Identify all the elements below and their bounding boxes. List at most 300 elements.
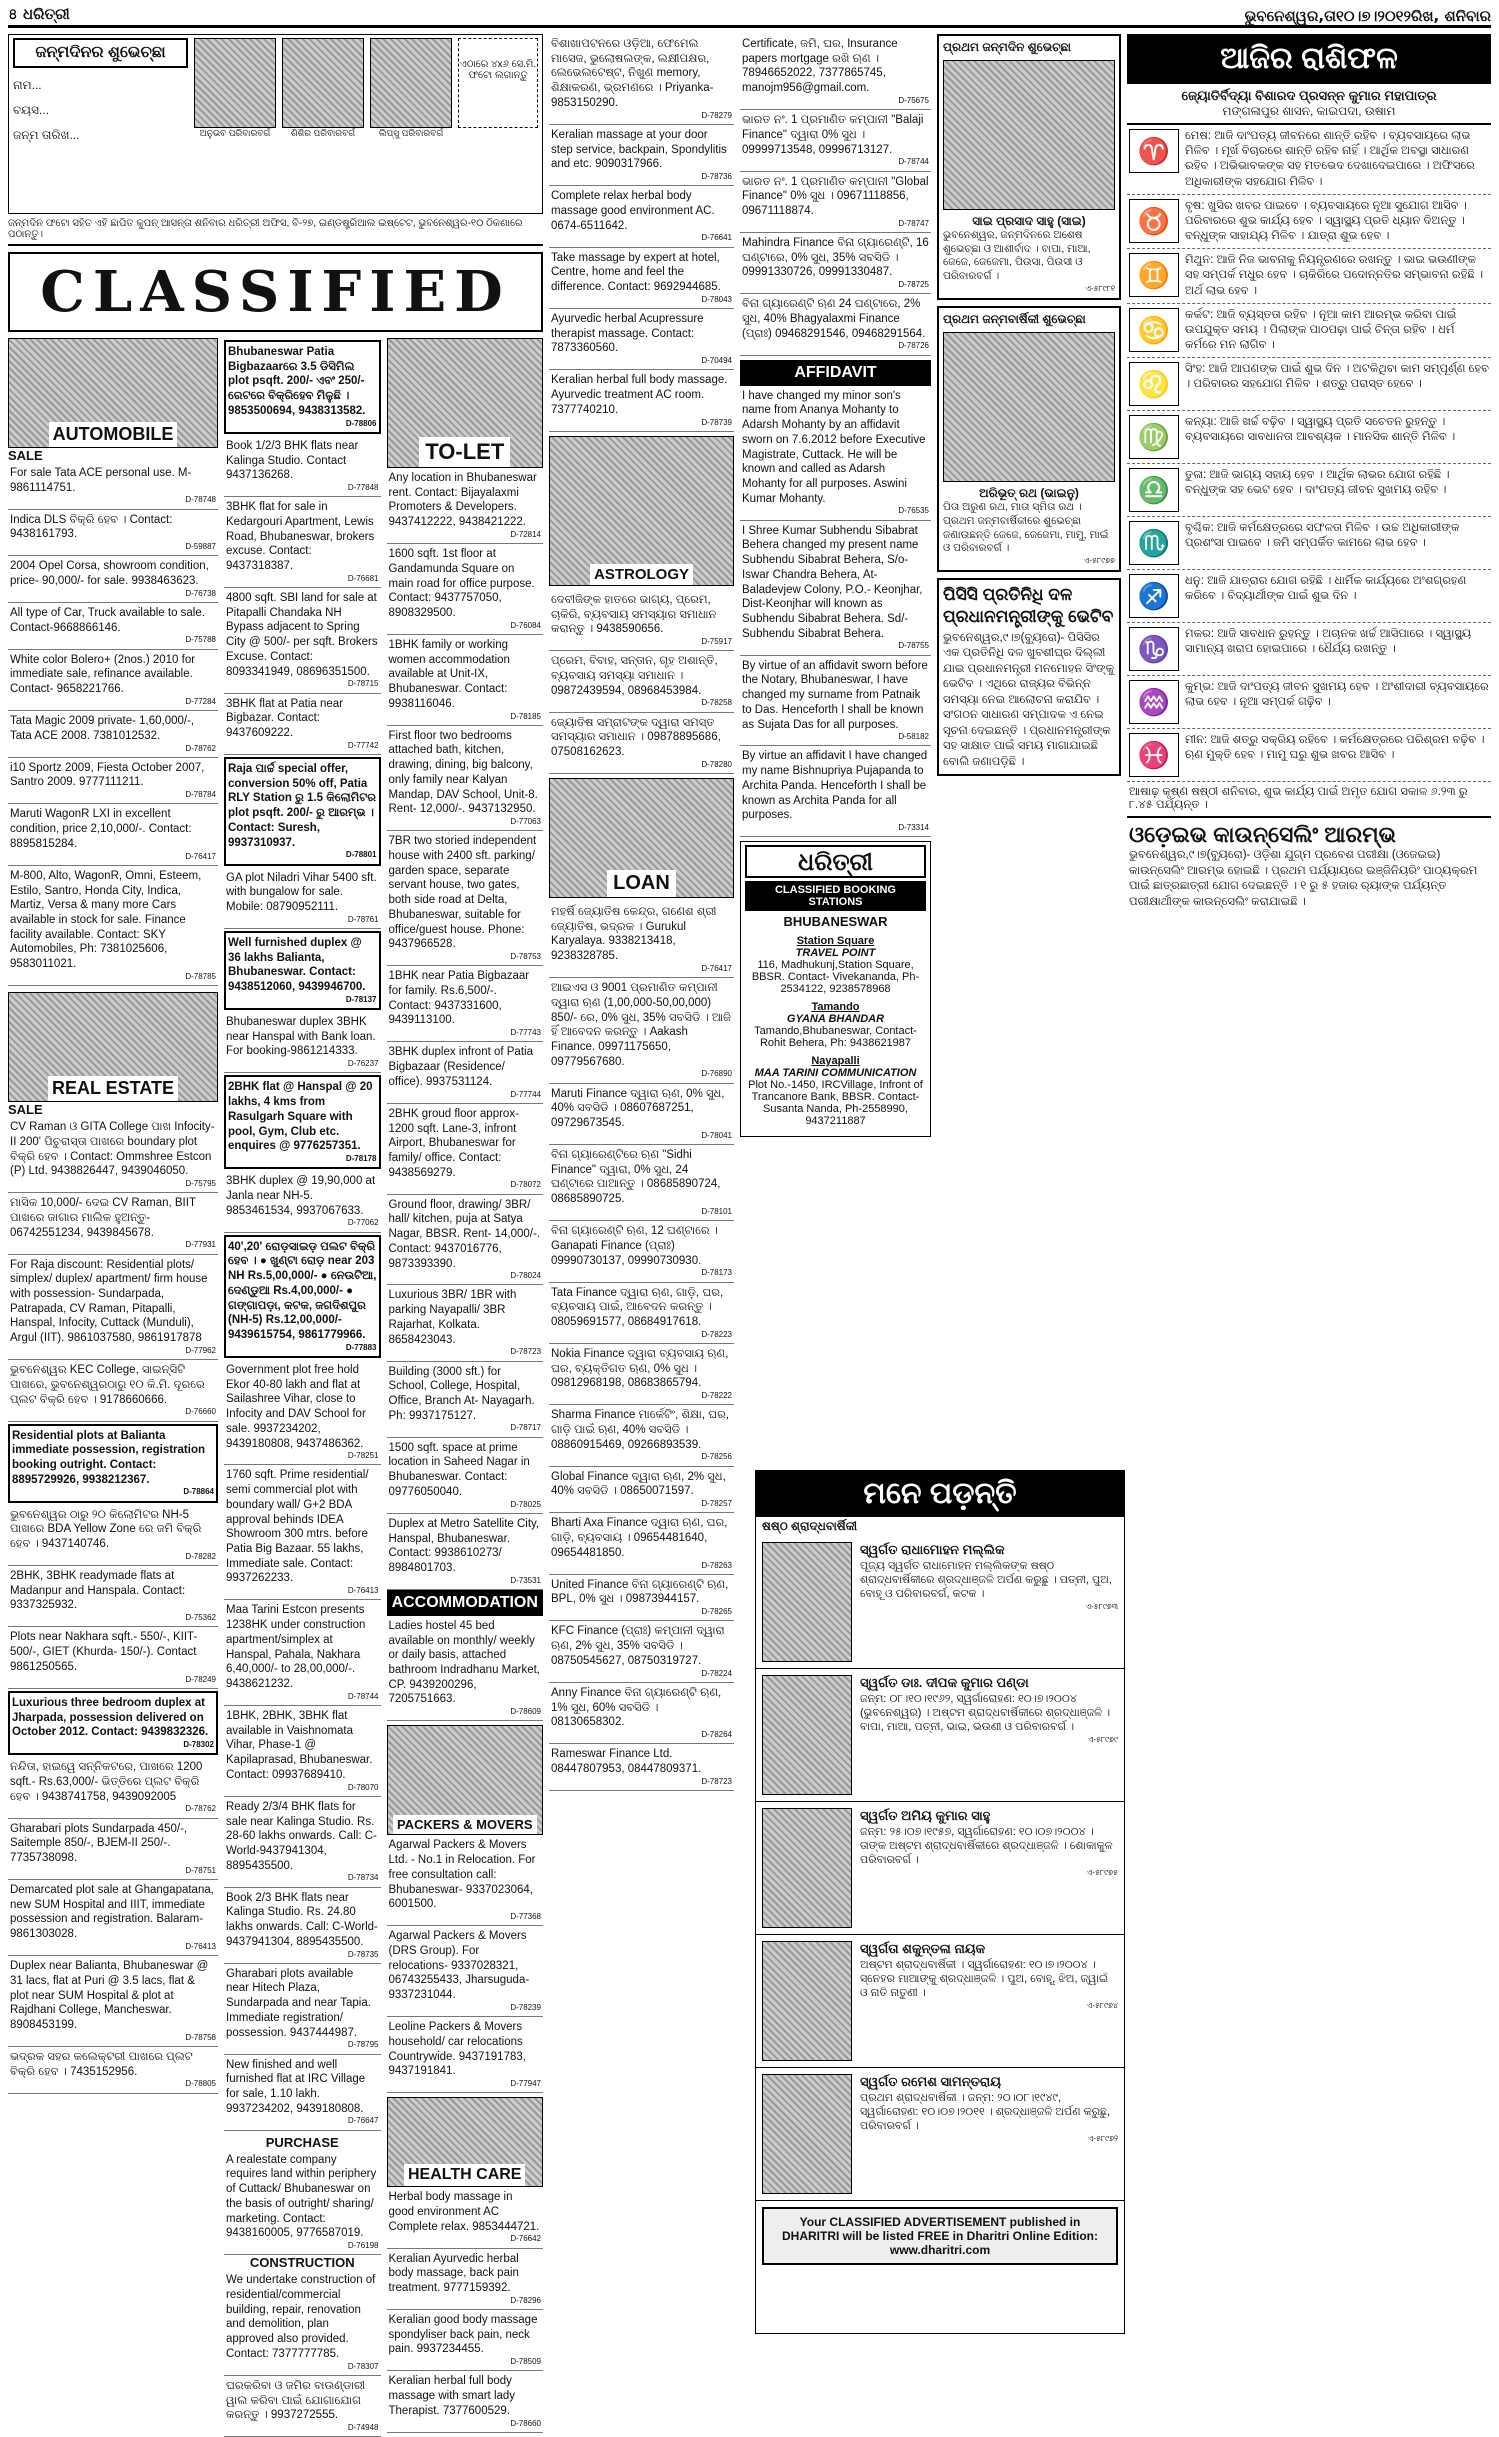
automobile-ad xyxy=(8,866,218,986)
finance-ad xyxy=(549,1283,734,1344)
ad-code: D-78101 xyxy=(701,1206,732,1216)
packers-ad xyxy=(387,1835,544,1926)
health-ad-list xyxy=(387,2187,544,2433)
zodiac-text: କର୍କଟ: ଆଜି ବ୍ୟସ୍ତତା ରହିବ । ନୂଆ କାମ ଆରମ୍ଭ କରିବା ପାଇଁ ଉପଯୁକ୍ତ ସମୟ । ପିଲାଙ୍କ ପାଠପଢ଼ା ପାଇଁ ଚିନ୍ତା ରହିବ । ଧର୍ମ କର୍ମରେ ମନ ଲାଗିବ । xyxy=(1185,308,1457,352)
station-name: MAA TARINI COMMUNICATION xyxy=(754,1067,917,1080)
affidavit-ad xyxy=(740,521,931,656)
memorial-entry xyxy=(756,2068,1124,2201)
news-story-2 xyxy=(1127,818,1491,914)
astrology-ad xyxy=(549,713,734,774)
massage-ad xyxy=(549,248,734,309)
portrait-photo xyxy=(762,1808,852,1928)
accommodation-heading: ACCOMMODATION xyxy=(387,1590,544,1616)
memorial-text: ଅଷ୍ଟମ ଶ୍ରାଦ୍ଧବାର୍ଷିକୀ । ସ୍ୱର୍ଗାରୋହଣ: ୧୦।୭।୨୦୦୪ । ସ୍ନେହର ମାଆଙ୍କୁ ଶ୍ରଦ୍ଧାଞ୍ଜଳି । ପୁଅ, ବୋହୂ, ଝିଅ, ଜ୍ୱାଇଁ ଓ ନାତି ନାତୁଣୀ । xyxy=(860,1958,1109,2000)
ad-text: 1BHK near Patia Bigbazaar for family. Rs.6,500/-. Contact: 9437331600, 9439113100. xyxy=(388,970,530,1027)
booking-stations-box xyxy=(740,841,931,1137)
ad-code: D-78744 xyxy=(347,1691,379,1701)
real-estate-ad xyxy=(8,1757,218,1818)
to-let-ad xyxy=(387,635,544,726)
health-care-image xyxy=(387,2097,544,2187)
property-ad xyxy=(224,1706,381,1797)
astrology-image xyxy=(549,436,734,586)
ad-text: ବିନା ଗ୍ୟାରେଣ୍ଟିରେ ଋଣ "Sidhi Finance" ଦ୍ୱାରା, 0% ସୁଧ, 24 ଘଣ୍ଟାରେ ପାଆନ୍ତୁ । 08685890724, 08685890725. xyxy=(551,1149,721,1206)
age-label: ବୟସ... xyxy=(13,103,49,117)
ad-code: D-78070 xyxy=(347,1782,379,1792)
ad-text: ବିଶାଖାପଟନରେ ଓଡ଼ିଆ, ଫେମେଲ ମାସେଜ, ଭୁଲୋଷଲଙ୍କ, ଲକ୍ଷୀପକ୍ଷର, ଲେଭେଲଟେଷ୍ଟ, ନିଖୁଣ memory, ଶିକ୍ଷାକରଣ, ଭ୍ରମଣରେ । Priyanka- 9853150290. xyxy=(551,38,714,109)
ad-code: D-76084 xyxy=(510,620,541,630)
ad-code: D-78173 xyxy=(701,1268,732,1278)
ad-text: Certificate, ଜମି, ଘର, Insurance papers mortgage ରଖି ଋଣ । 78946652022, 7377865745, manojm956@gmail.com. xyxy=(742,38,898,95)
panji-note: ଆଷାଢ଼ କୃଷ୍ଣ ଷଷ୍ଠୀ ଶନିବାର, ଶୁଭ କାର୍ଯ୍ୟ ପାଇଁ ଅମୃତ ଯୋଗ ସକାଳ ୬.୨୩ ରୁ ୮.୪୫ ପର୍ଯ୍ୟନ୍ତ । xyxy=(1127,782,1491,818)
ad-code: D-78747 xyxy=(898,218,929,228)
zodiac-text: ସିଂହ: ଆଜି ଆପଣଙ୍କ ପାଇଁ ଶୁଭ ଦିନ । ଅଟକିଥିବା କାମ ସମ୍ପୂର୍ଣ୍ଣ ହେବ । ପରିବାରର ସହଯୋଗ ମିଳିବ । ଶତ୍ରୁ ପରାସ୍ତ ହେବେ । xyxy=(1185,363,1489,391)
ad-text: Plots near Nakhara sqft.- 550/-, KIIT-500/-, GIET (Khurda- 150/-). Contact 9861250565. xyxy=(10,1631,198,1673)
finance-ad xyxy=(740,172,931,233)
zodiac-text: ମୀନ: ଆଜି ଶତ୍ରୁ ସକ୍ରିୟ ରହିବେ । କର୍ମକ୍ଷେତ୍ରରେ ପରିଶ୍ରମ ବଢ଼ିବ । ଋଣ ମୁକ୍ତି ହେବ । ମାମୁ ଘରୁ ଶୁଭ ଖବର ଆସିବ । xyxy=(1185,734,1485,762)
greeting-title: ପ୍ରଥମ ଜନ୍ମଦିନ ଶୁଭେଚ୍ଛା xyxy=(943,40,1072,54)
ad-code: D-78509 xyxy=(510,2357,541,2367)
child-photo xyxy=(194,38,276,128)
ad-code: D-78801 xyxy=(345,850,377,860)
ad-code: D-77848 xyxy=(347,482,379,492)
automobile-ad xyxy=(8,758,218,805)
ad-text: Take massage by expert at hotel, Centre, home and feel the difference. Contact: 9692944685. xyxy=(551,251,721,294)
ad-text: By virtue of an affidavit sworn before the Notary, Bhubaneswar, I have changed my surname from Patnaik to Das. Henceforth I shall be known as Sujata Das for all purposes. xyxy=(742,659,928,731)
ad-code: D-78806 xyxy=(345,418,377,428)
real-estate-ad xyxy=(8,1255,218,1361)
ad-code: D-78739 xyxy=(701,417,732,427)
ad-code: D-76535 xyxy=(898,506,929,516)
ad-text: Keralian herbal full body massage with smart lady Therapist. 7377600529. xyxy=(388,2375,516,2417)
station-list xyxy=(745,935,926,1127)
ad-text: I have changed my minor son's name from Ananya Mohanty to Adarsh Mohanty by an affidavit sworn on 7.6.2012 before Executive Magistrate, Cuttack. He will be known and called as Adarsh Mohanty for all purposes. Aswini Kumar Mohanty. xyxy=(742,389,926,505)
column-classified-left xyxy=(8,34,543,2432)
ad-text: Ayurvedic herbal Acupressure therapist massage. Contact: 7873360560. xyxy=(551,313,704,355)
ad-code: D-78257 xyxy=(701,1499,732,1509)
ad-text: Luxurious 3BR/ 1BR with parking Nayapalli/ 3BR Rajarhat, Kolkata. 8658423043. xyxy=(388,1289,517,1346)
child-photo xyxy=(282,38,364,128)
ad-code: D-77883 xyxy=(345,1342,377,1352)
ad-code: D-70494 xyxy=(701,356,732,366)
affidavit-heading: AFFIDAVIT xyxy=(740,360,931,386)
ad-text: ଭଦ୍ରକ ସହର କଲେକ୍ଟରୀ ପାଖରେ ପ୍ଲଟ ବିକ୍ରି ହେବ । 7435152956. xyxy=(10,2050,193,2078)
ad-code: D-78748 xyxy=(185,495,216,505)
ad-text: Maruti Finance ଦ୍ୱାରା ଋଣ, 0% ସୁଧ, 40% ସବସିଡି । 08607687251, 09729673545. xyxy=(551,1087,725,1130)
station-area: Tamando xyxy=(811,1001,860,1014)
station-address: 116, Madhukunj,Station Square, BBSR. Contact- Vivekananda, Ph-2534122, 9238578968 xyxy=(751,959,920,996)
finance-ad xyxy=(549,1084,734,1145)
ad-text: Gharabari plots Sundarpada 450/-, Saitemple 850/-, BJEM-II 250/-. 7735738098. xyxy=(10,1822,188,1865)
real-estate-ad xyxy=(8,1193,218,1254)
ad-text: Mahindra Finance ବିନା ଗ୍ୟାରେଣ୍ଟି, 16 ଘଣ୍ଟାରେ, 0% ସୁଧ, 35% ସବସିଡି । 09991330726, 09991330487. xyxy=(742,236,929,279)
ad-code: D-78137 xyxy=(345,994,377,1004)
ad-code: D-76738 xyxy=(185,588,216,598)
ad-text: 2BHK groud floor approx- 1200 sqft. Lane-3, infront Airport, Bhubaneswar for family/ office. Contact: 9438569279. xyxy=(388,1107,519,1179)
ad-code: D-75788 xyxy=(185,635,216,645)
ad-code: D-76413 xyxy=(347,1586,379,1596)
packers-ad xyxy=(387,2017,544,2093)
ad-text: ଜ୍ୟୋତିଷ ସମ୍ରାଟଙ୍କ ଦ୍ୱାରା ସମସ୍ତ ସମସ୍ୟାର ସମାଧାନ । 09878895686, 07508162623. xyxy=(551,716,721,758)
affidavit-ad xyxy=(740,386,931,521)
massage-ad-list xyxy=(549,34,734,432)
ad-text: 4800 sqft. SBI land for sale at Pitapalli Chandaka NH Bypass adjacent to Spring City @ 500/- per sqft. Brokers Excuse. Contact: 8093341949, 08696351500. xyxy=(226,592,378,678)
zodiac-entry xyxy=(1127,729,1491,782)
ad-code: D-78723 xyxy=(701,1776,732,1786)
birthday-coupon xyxy=(8,34,543,214)
property-ad xyxy=(224,694,381,755)
zodiac-icon: ♋ xyxy=(1129,308,1179,352)
zodiac-icon: ♌ xyxy=(1129,362,1179,406)
zodiac-text: ମେଷ: ଆଜି ଦାଂପତ୍ୟ ଜୀବନରେ ଶାନ୍ତି ରହିବ । ବ୍ୟବସାୟରେ ଲାଭ ମିଳିବ । ମୂର୍ଖ ବିଚାରରେ ଶାନ୍ତି ରହିବ ନାହିଁ । ଆର୍ଥିକ ଅବସ୍ଥା ସାଧାରଣ ରହିବ । ଅଭିଭାବକଙ୍କ ସହ ମତଭେଦ ଦେଖାଦେଇପାରେ । ଅଫିସରେ ଅଧିକାରୀଙ୍କ ସହଯୋଗ ମିଳିବ । xyxy=(1185,130,1475,188)
rashifal-place: ମଙ୍ଗଳାପୁର ଶାସନ, କାଇପଦା, ଉଷାମ xyxy=(1127,104,1491,125)
real-estate-ad xyxy=(8,1956,218,2047)
property-ad xyxy=(224,1075,381,1169)
ad-text: Tata Finance ଦ୍ୱାରା ଋଣ, ଗାଡ଼ି, ଘର, ବ୍ୟବସାୟ ପାଇଁ, ଆବେଦନ କରନ୍ତୁ । 08059691577, 08684917618. xyxy=(551,1286,724,1328)
real-estate-ad xyxy=(8,1691,218,1755)
ad-code: ଏ-୫୮୯୭୩ xyxy=(1085,1601,1118,1611)
ad-text: ଆଇଏସ ଓ 9001 ପ୍ରମାଣିତ କମ୍ପାନୀ ଦ୍ୱାରା ଋଣ (1,00,000-50,00,000) 850/- ରେ, 0% ସୁଧ, 35% ସବସିଡି । ଆଜି ହିଁ ଆବେଦନ କରନ୍ତୁ । Aakash Finance. 09971175650, 09779567680. xyxy=(551,982,731,1068)
finance-ad xyxy=(740,34,931,110)
automobile-ad-list xyxy=(8,463,218,986)
accommodation-ad: Ladies hostel 45 bed available on monthly/ weekly or daily basis, attached bathroom Indradhanu Market, CP. 9439200296, 7205751663. D-78609 xyxy=(387,1616,544,1722)
greeting-list xyxy=(937,34,1121,572)
real-estate-ad xyxy=(8,1117,218,1193)
property-ad xyxy=(224,588,381,694)
ad-code: D-78264 xyxy=(701,1729,732,1739)
property-ad xyxy=(224,436,381,497)
rashifal-title: ଆଜିର ରାଶିଫଳ xyxy=(1127,34,1491,84)
ad-text: For sale Tata ACE personal use. M- 9861114751. xyxy=(10,467,192,494)
ad-text: All type of Car, Truck available to sale. Contact-9668866146. xyxy=(10,607,205,634)
to-let-ad xyxy=(387,966,544,1042)
ad-code: D-76681 xyxy=(347,573,379,583)
to-let-ad xyxy=(387,1438,544,1514)
ad-code: D-72814 xyxy=(510,529,541,539)
ad-code: D-78224 xyxy=(701,1668,732,1678)
automobile-ad xyxy=(8,804,218,865)
automobile-ad xyxy=(8,556,218,603)
ad-text: United Finance ବିନା ଗ୍ୟାରେଣ୍ଟି ଋଣ, BPL, 0% ସୁଧ । 09873944157. xyxy=(551,1578,729,1606)
to-let-ad xyxy=(387,544,544,635)
affidavit-list xyxy=(740,386,931,838)
zodiac-text: ମିଥୁନ: ଆଜି ନିଜ ଭାବନାକୁ ନିୟନ୍ତ୍ରଣରେ ରଖନ୍ତୁ । ଭାଇ ଭଉଣୀଙ୍କ ସହ ସମ୍ପର୍କ ମଧୁର ହେବ । ଚାକିରିରେ ପଦୋନ୍ନତିର ସମ୍ଭାବନା ରହିଛି । ଅର୍ଥ ଲାଭ ହେବ । xyxy=(1185,254,1484,297)
station-name: GYANA BHANDAR xyxy=(786,1013,885,1026)
ad-text: Ground floor, drawing/ 3BR/ hall/ kitchen, puja at Satya Nagar, BBSR. Rent- 14,000/-. Contact: 9437016776, 9873393390. xyxy=(388,1198,540,1270)
greeting-card xyxy=(937,34,1121,300)
ad-text: Bhubaneswar duplex 3BHK near Hanspal with Bank loan. For booking-9861214333. xyxy=(226,1016,376,1058)
ad-text: Luxurious three bedroom duplex at Jharpada, possession delivered on October 2012. Contact: 9439832326. xyxy=(12,1696,209,1739)
zodiac-entry xyxy=(1127,195,1491,250)
real-estate-ad xyxy=(8,1627,218,1688)
ad-code: D-59887 xyxy=(185,542,216,552)
ad-code: D-78263 xyxy=(701,1560,732,1570)
ad-code: D-78043 xyxy=(701,294,732,304)
ad-text: Anny Finance ବିନା ଗ୍ୟାରେଣ୍ଟି ଋଣ, 1% ସୁଧ, 60% ସବସିଡି । 08130658302. xyxy=(551,1686,722,1729)
ad-code: D-78736 xyxy=(701,171,732,181)
zodiac-icon: ♏ xyxy=(1129,521,1179,565)
ad-code: D-75795 xyxy=(185,1178,216,1188)
ad-text: Any location in Bhubaneswar rent. Contact: Bijayalaxmi Promoters & Developers. 9437412222, 9438421222. xyxy=(388,472,537,529)
ad-text: Ready 2/3/4 BHK flats for sale near Kalinga Studio. Rs. 28-60 lakhs onwards. Call: C-World-9437941304, 8895435500. xyxy=(226,1800,377,1872)
ad-text: 3BHK flat at Patia near Bigbazar. Contact: 9437609222. xyxy=(226,697,343,740)
ad-code: D-78222 xyxy=(701,1391,732,1401)
health-ad xyxy=(387,2249,544,2310)
ad-code: D-78755 xyxy=(898,641,929,651)
ad-code: D-78725 xyxy=(898,280,929,290)
property-ad xyxy=(224,757,381,866)
purchase-ad: A realestate company requires land within periphery of Cuttack/ Bhubaneswar on the basis of outright/ sharing/ marketing. Contact: 9438160005, 9776587019. D-76198 xyxy=(224,2150,381,2256)
to-let-ad-list xyxy=(387,468,544,1590)
ad-code: ଏ-୫୮୯୭୭ xyxy=(1083,555,1115,565)
memorial-name: ସ୍ୱର୍ଗତ ଅମିୟ କୁମାର ସାହୁ xyxy=(860,1808,991,1823)
ad-code: D-78185 xyxy=(510,711,541,721)
memorial-entry xyxy=(756,1536,1124,1669)
ad-code: D-78265 xyxy=(701,1607,732,1617)
zodiac-list xyxy=(1127,125,1491,782)
real-estate-ad xyxy=(8,2047,218,2094)
sale-heading: SALE xyxy=(8,1102,43,1118)
ad-text: Indica DLS ବିକ୍ରି ହେବ । Contact: 9438161793. xyxy=(10,513,173,541)
news-story-1 xyxy=(937,578,1121,776)
to-let-heading: TO-LET xyxy=(419,437,510,467)
real-estate-ad xyxy=(8,1360,218,1421)
automobile-image xyxy=(8,338,218,448)
ad-code: ଏ-୫୮୯୭୯ xyxy=(1087,1734,1118,1744)
ad-code: D-78223 xyxy=(701,1329,732,1339)
ad-code: D-76642 xyxy=(510,2234,541,2244)
zodiac-icon: ♊ xyxy=(1129,253,1179,297)
finance-ad xyxy=(549,978,734,1084)
health-ad xyxy=(387,2371,544,2432)
ad-code: D-78251 xyxy=(347,1451,379,1461)
ad-text: Keralian Ayurvedic herbal body massage, back pain treatment. 9777159392. xyxy=(388,2252,519,2295)
portrait-photo xyxy=(762,2074,852,2194)
ad-text: 2BHK, 3BHK readymade flats at Madanpur and Hanspala. Contact: 9337325932. xyxy=(10,1570,186,1612)
ad-text: Demarcated plot sale at Ghangapatana, new SUM Hospital and IIIT, immediate possession and registration. Balaram- 9861303028. xyxy=(10,1883,214,1941)
loan-image xyxy=(549,778,734,898)
memorial-entry xyxy=(756,1669,1124,1802)
zodiac-entry xyxy=(1127,249,1491,304)
ad-code: D-78296 xyxy=(510,2295,541,2305)
zodiac-icon: ♍ xyxy=(1129,415,1179,459)
to-let-ad xyxy=(387,726,544,832)
finance-ad xyxy=(549,1145,734,1221)
ad-code: D-77368 xyxy=(510,1912,541,1922)
loan-heading: LOAN xyxy=(607,870,676,897)
ad-code: D-78795 xyxy=(347,2040,379,2050)
affidavit-ad xyxy=(740,656,931,747)
ad-code: D-76417 xyxy=(185,851,216,861)
ad-code: D-78726 xyxy=(898,341,929,351)
real-estate-ad xyxy=(8,1424,218,1503)
property-ad xyxy=(224,1964,381,2055)
to-let-ad xyxy=(387,1514,544,1590)
ad-text: Maruti WagonR LXI in excellent condition, price 2,10,000/-. Contact: 8895815284. xyxy=(10,808,192,850)
ad-code: D-78744 xyxy=(898,157,929,167)
news-body: ଭୁବନେଶ୍ୱର,୯।୭(ବ୍ୟୁରୋ)- ଓଡ଼ିଶା ଯୁଗ୍ମ ପ୍ରବେଶ ପରୀକ୍ଷା (ଓଜେଇଇ) କାଉନ୍ସେଲିଂ ଆରମ୍ଭ ହୋଇଛି । ପ୍ରଥମ ପର୍ଯ୍ୟାୟରେ ଇଞ୍ଜିନିୟରିଂ ପାଠ୍ୟକ୍ରମ ପାଇଁ ଛାତ୍ରଛାତ୍ରୀ ଯୋଗ ଦେଇଛନ୍ତି । ୧ ରୁ ୫ ହଜାର ର‌୍ୟାଙ୍କ ପର୍ଯ୍ୟନ୍ତ ପରୀକ୍ଷାର୍ଥୀଙ୍କ କାଉନ୍ସେଲିଂ କରାଯାଇଛି । xyxy=(1129,849,1478,908)
ad-text: ପ୍ରେମ, ବିବାହ, ସନ୍ତାନ, ଗୃହ ଅଶାନ୍ତି, ବ୍ୟବସାୟ ସମସ୍ୟା ସମାଧାନ । 09872439594, 08968453984. xyxy=(551,655,718,697)
memorial-name: ସ୍ୱର୍ଗତ ରାଧାମୋହନ ମଲ୍ଲିକ xyxy=(860,1542,1005,1557)
ad-code: D-78762 xyxy=(185,1804,216,1814)
ad-text: Book 1/2/3 BHK flats near Kalinga Studio. Contact 9437136268. xyxy=(226,439,359,482)
zodiac-entry xyxy=(1127,623,1491,676)
portrait-photo xyxy=(762,1542,852,1662)
astrology-ad xyxy=(549,651,734,712)
greeting-text: ପିତା ଅରୁଣ ରଥ, ମାତା ସ୍ମିତା ରଥ । ପ୍ରଥମ ଜନ୍ମବାର୍ଷିକୀରେ ଶୁଭେଚ୍ଛା ଜଣାଉଛନ୍ତି ଜେଜେ, ଜେଜେମା, ମାମୁ, ମାଇଁ ଓ ପରିବାରବର୍ଗ । xyxy=(943,501,1109,555)
massage-ad xyxy=(549,370,734,431)
zodiac-entry xyxy=(1127,125,1491,195)
zodiac-entry xyxy=(1127,517,1491,570)
finance-ad xyxy=(549,1744,734,1791)
astrology-ad xyxy=(549,590,734,651)
ad-text: 7BR two storied independent house with 2400 sft. parking/ garden space, separate servant house, two gates, both side road at Delta, Bhubaneswar, suitable for office/guest house. Phone: 9437966528. xyxy=(388,835,537,951)
ad-text: 2004 Opel Corsa, showroom condition, price- 90,000/- for sale. 9938463623. xyxy=(10,560,209,588)
zodiac-text: ବୃଷ: ଖୁସିର ଖବର ପାଇବେ । ବ୍ୟବସାୟରେ ନୂଆ ସୁଯୋଗ ଆସିବ । ପରିବାରରେ ଶୁଭ କାର୍ଯ୍ୟ ହେବ । ସ୍ୱାସ୍ଥ୍ୟ ପ୍ରତି ଧ୍ୟାନ ଦିଅନ୍ତୁ । ବନ୍ଧୁଙ୍କ ସାହାଯ୍ୟ ମିଳିବ । ଯାତ୍ରା ଶୁଭ ହେବ । xyxy=(1185,199,1467,243)
ad-text: Bharti Axa Finance ଦ୍ୱାରା ଋଣ, ଘର, ଗାଡ଼ି, ବ୍ୟବସାୟ । 09654481640, 09654481850. xyxy=(551,1517,728,1559)
finance-ad-list-2 xyxy=(740,34,931,356)
real-estate-ad xyxy=(8,1819,218,1880)
ad-text: Leoline Packers & Movers household/ car relocations Countrywide. 9437191783, 9437191841. xyxy=(388,2021,526,2078)
ad-code: D-77947 xyxy=(510,2078,541,2088)
ad-code: D-76647 xyxy=(347,2116,379,2126)
zodiac-text: ମକର: ଆଜି ସାବଧାନ ରୁହନ୍ତୁ । ଅଚାନକ ଖର୍ଚ୍ଚ ଆସିପାରେ । ସ୍ୱାସ୍ଥ୍ୟ ସାମାନ୍ୟ ଖରାପ ହୋଇପାରେ । ଧୈର୍ଯ୍ୟ ରଖନ୍ତୁ । xyxy=(1185,628,1472,656)
ad-code: D-78282 xyxy=(185,1551,216,1561)
ad-code: D-78785 xyxy=(185,971,216,981)
to-let-ad xyxy=(387,1285,544,1361)
ad-text: Duplex near Balianta, Bhubaneswar @ 31 lacs, flat at Puri @ 3.5 lacs, flat & plot near SUM Hospital & plot at Rajdhani College, Mancheswar. 8908453199. xyxy=(10,1960,209,2031)
station-area: Station Square xyxy=(796,935,875,948)
ad-code: D-77063 xyxy=(510,817,541,827)
health-care-heading: HEALTH CARE xyxy=(404,2164,525,2186)
ad-code: D-77962 xyxy=(185,1345,216,1355)
ad-text: ଭୁବନେଶ୍ୱର ଠାରୁ ୨୦ କିଲୋମିଟର NH-5 ପାଖରେ BDA Yellow Zone ରେ ଜମି ବିକ୍ରି ହେବ । 9437140746. xyxy=(10,1508,202,1551)
news-headline: ପିସିସି ପ୍ରତିନିଧି ଦଳ ପ୍ରଧାନମନ୍ତ୍ରୀଙ୍କୁ ଭେଟିବ xyxy=(943,585,1114,626)
to-let-ad xyxy=(387,831,544,966)
finance-ad xyxy=(549,1513,734,1574)
news-body: ଭୁବନେଶ୍ୱର,୯।୭(ବ୍ୟୁରୋ)- ପିସିସିର ଏକ ପ୍ରତିନିଧି ଦଳ ଖୁବଶୀଘ୍ର ଦିଲ୍ଲୀ ଯାଇ ପ୍ରଧାନମନ୍ତ୍ରୀ ମନମୋହନ ସିଂଙ୍କୁ ଭେଟିବ । ଏଥିରେ ରାଜ୍ୟର ବିଭିନ୍ନ ସମସ୍ୟା ନେଇ ଆଲୋଚନା କରାଯିବ । ସଂଗଠନ ସାଧାରଣ ସମ୍ପାଦକ ଏ ନେଇ ସୂଚନା ଦେଇଛନ୍ତି । ପ୍ରଧାନମନ୍ତ୍ରୀଙ୍କ ସହ ସାକ୍ଷାତ ପାଇଁ ସମୟ ମାଗାଯାଇଛି ବୋଲି ଜଣାପଡ଼ିଛି । xyxy=(943,631,1115,768)
zodiac-icon: ♑ xyxy=(1129,627,1179,671)
ad-text: Tata Magic 2009 private- 1,60,000/-, Tata ACE 2008. 7381012532. xyxy=(10,715,195,742)
finance-ad xyxy=(549,1221,734,1282)
news-headline: ଓଡ଼େଇଭ କାଉନ୍ସେଲିଂ ଆରମ୍ଭ xyxy=(1129,822,1396,848)
automobile-ad xyxy=(8,463,218,510)
purchase-heading: PURCHASE xyxy=(265,2134,339,2150)
ad-code: D-76413 xyxy=(185,1941,216,1951)
dob-label: ଜନ୍ମ ତାରିଖ... xyxy=(13,128,80,142)
zodiac-text: କୁମ୍ଭ: ଆଜି ଦାଂପତ୍ୟ ଜୀବନ ସୁଖମୟ ହେବ । ଅଂଶୀଦାରୀ ବ୍ୟବସାୟରେ ଲାଭ ହେବ । ନୂଆ ସମ୍ପର୍କ ଗଢ଼ିବ । xyxy=(1185,681,1489,709)
construction-ad: We undertake construction of residential/commercial building, repair, renovation and demolition, plan approved also provided. Contact: 7377777785. D-78307 xyxy=(224,2270,381,2376)
ad-text: CV Raman ଓ GITA College ପାଖ Infocity-II 200' ପିଚୁରାସ୍ତା ପାଖରେ boundary plot ବିକ୍ରି ହେବ । Contact: Ommshree Estcon (P) Ltd. 9438826447, 9439046050. xyxy=(10,1121,215,1178)
ad-code: D-78256 xyxy=(701,1452,732,1462)
ad-text: Rameswar Finance Ltd. 08447807953, 08447809371. xyxy=(551,1748,702,1775)
ad-text: I Shree Kumar Subhendu Sibabrat Behera changed my present name Subhendu Sibabrat Behera, S/o- Iswar Chandra Behera, At- Baladevjew Colony, P.O.- Keonjhar, Dist-Keonjhar will known as Subhendu Sibabrat Behera. Sd/- Subhendu Sibabrat Behera. xyxy=(742,524,923,640)
ad-text: 2BHK flat @ Hanspal @ 20 lakhs, 4 kms from Rasulgarh Square with pool, Gym, Club etc. enquires @ 9776257351. xyxy=(228,1081,373,1153)
zodiac-entry xyxy=(1127,304,1491,359)
ad-text: M-800, Alto, WagonR, Omni, Esteem, Estilo, Santro, Honda City, Indica, Martiz, Versa & many more Cars available in stock for sale. Finance facility available. Contact: SKY Automobiles, Ph: 7381025606, 9583011021. xyxy=(10,869,202,971)
memorial-text: ଜନ୍ମ: ୦୮।୧୦।୧୯୬୨, ସ୍ୱର୍ଗାରୋହଣ: ୧୦।୭।୨୦୦୪ (ଭୁବନେଶ୍ୱର) । ଅଷ୍ଟମ ଶ୍ରାଦ୍ଧବାର୍ଷିକୀରେ ଶ୍ରଦ୍ଧାଞ୍ଜଳି । ବାପା, ମାଆ, ପତ୍ନୀ, ଭାଇ, ଭଉଣୀ ଓ ପରିବାରବର୍ଗ । xyxy=(860,1692,1111,1734)
ad-text: ନନ୍ଦିତା, ହାଇୱେ ସନ୍ନିକଟରେ, ପାଖରେ 1200 sqft.- Rs.63,000/- ଭିତ୍ତିରେ ପ୍ଲଟ ବିକ୍ରି ହେବ । 9438741758, 9439092005 xyxy=(10,1761,203,1803)
ad-code: D-77284 xyxy=(185,696,216,706)
ad-text: 1BHK, 2BHK, 3BHK flat available in Vaishnomata Vihar, Phase-1 @ Kapilaprasad, Bhubaneswar. Contact: 09937689410. xyxy=(226,1709,373,1781)
real-estate-heading: REAL ESTATE xyxy=(48,1076,178,1101)
ad-code: D-78041 xyxy=(701,1130,732,1140)
finance-ad xyxy=(549,1575,734,1622)
ad-text: 3BHK flat for sale in Kedargouri Apartment, Lewis Road, Bhubaneswar, brokers excuse. Contact: 9437318387. xyxy=(226,501,375,573)
ad-code: D-78025 xyxy=(510,1499,541,1509)
ad-text: First floor two bedrooms attached bath, kitchen, drawing, dining, big balcony, only family near Kalyan Mandap, DAV School, Unit-8. Rent- 12,000/-. 9437132950. xyxy=(388,729,538,816)
zodiac-text: ବୃଶ୍ଚିକ: ଆଜି କର୍ମକ୍ଷେତ୍ରରେ ସଫଳତା ମିଳିବ । ଉଚ୍ଚ ଅଧିକାରୀଙ୍କ ପ୍ରଶଂସା ପାଇବେ । ଜମି ସମ୍ପର୍କିତ କାମରେ ଲାଭ ହେବ । xyxy=(1185,522,1460,550)
zodiac-icon: ♎ xyxy=(1129,468,1179,512)
ad-code: D-75362 xyxy=(185,1613,216,1623)
zodiac-icon: ♈ xyxy=(1129,129,1179,173)
birthday-note: ଜନ୍ମଦିନ ଫଟୋ ସହିତ ଏହି ଛାପିତ କୁପନ୍ ଆସନ୍ତା ଶନିବାର ଧରିତ୍ରୀ ଅଫିସ, ବି-୨୭, ଇଣ୍ଡଷ୍ଟ୍ରିଆଲ ଇଷ୍ଟେଟ, ଭୁବନେଶ୍ୱର-୧୦ ଠିକଣାରେ ପଠାନ୍ତୁ। xyxy=(8,218,543,246)
packers-ad xyxy=(387,1926,544,2017)
booking-station xyxy=(745,1055,926,1127)
finance-ad xyxy=(549,1344,734,1405)
greeting-card xyxy=(937,306,1121,572)
station-address: Tamando,Bhubaneswar, Contact-Rohit Behera, Ph: 9438621987 xyxy=(754,1025,917,1050)
astrology-ad-list xyxy=(549,590,734,774)
baby-photo xyxy=(943,332,1115,482)
ad-code: D-75675 xyxy=(898,95,929,105)
ad-text: Nokia Finance ଦ୍ୱାରା ବ୍ୟବସାୟ ଋଣ, ଘର, ବ୍ୟକ୍ତିଗତ ଋଣ, 0% ସୁଧ । 09812968198, 08683865794. xyxy=(551,1347,729,1390)
ad-text: ମହର୍ଷି ଜ୍ୟୋତିଷ କେନ୍ଦ୍ର, ଗଣେଶ ଶ୍ରୀ ଜ୍ୟୋତିଷ, ଭଦ୍ରକ । Gurukul Karyalaya. 9338213418, 9238328785. xyxy=(551,905,717,963)
greeting-name: ସାଇ ପ୍ରସାଦ ସାହୁ (ସାଇ) xyxy=(972,213,1086,228)
ad-code: D-73531 xyxy=(510,1575,541,1585)
rashifal-author: ଜ୍ୟୋତିର୍ବିଦ୍ୟା ବିଶାରଦ ପ୍ରସନ୍ନ କୁମାର ମହାପାତ୍ର xyxy=(1181,88,1437,103)
ad-code: ଏ-୫୮୯୭୨ xyxy=(1087,2133,1118,2143)
column-rashifal xyxy=(1127,34,1491,2334)
ad-text: ଦେବୀଜିଙ୍କ ହାତରେ ଭାଗ୍ୟ, ପ୍ରେମ, ଚାକିରି, ବ୍ୟବସାୟ ସମସ୍ୟାର ସମାଧାନ କରାନ୍ତୁ । 9438590656. xyxy=(551,593,717,636)
to-let-ad xyxy=(387,1042,544,1103)
construction-heading: CONSTRUCTION xyxy=(249,2255,355,2271)
zodiac-icon: ♒ xyxy=(1129,680,1179,724)
zodiac-entry xyxy=(1127,411,1491,464)
ad-code: D-78723 xyxy=(510,1347,541,1357)
name-label: ନାମ... xyxy=(13,78,42,92)
memorial-text: ଜନ୍ମ: ୨୫।୦୭।୧୯୫୭, ସ୍ୱର୍ଗାରୋହଣ: ୧୦।୦୭।୨୦୦୪ । ତାଙ୍କ ଅଷ୍ଟମ ଶ୍ରାଦ୍ଧବାର୍ଷିକୀରେ ଶ୍ରଦ୍ଧାଞ୍ଜଳି । ଶୋକାକୁଳ ପରିବାରବର୍ଗ । xyxy=(860,1825,1113,1867)
property-ad xyxy=(224,1360,381,1466)
page-header xyxy=(8,6,1491,28)
dateline: ଭୁବନେଶ୍ୱର,ତା୧୦।୭।୨୦୧୨ରିଖ, ଶନିବାର xyxy=(1244,6,1491,25)
ad-text: Keralian massage at your door step service, backpain, Spondylitis and etc. 9090317966. xyxy=(551,128,727,171)
station-name: TRAVEL POINT xyxy=(795,947,876,960)
ad-code: D-76641 xyxy=(701,233,732,243)
ad-code: D-78715 xyxy=(347,679,379,689)
finance-ad xyxy=(549,1621,734,1682)
real-estate-ad-list xyxy=(8,1117,218,2094)
ad-text: Book 2/3 BHK flats near Kalinga Studio. Rs. 24.80 lakhs onwards. Call: C-World-9437941304, 8895435500. xyxy=(226,1891,378,1948)
property-ad xyxy=(224,1888,381,1964)
ad-text: Raja ପାର୍ଚ୍ଚ special offer, conversion 50% off, Patia RLY Station ରୁ 1.5 କିଲୋମିଟର plot psqft. 200/- ରୁ ଆରମ୍ଭ । Contact: Suresh, 9937310937. xyxy=(228,762,376,849)
ad-text: Agarwal Packers & Movers (DRS Group). For relocations- 9337028321, 06743255433, Jharsuguda- 9337231044. xyxy=(388,1930,530,2002)
ad-text: 1600 sqft. 1st floor at Gandamunda Square on main road for office purpose. Contact: 9437757050, 8908329500. xyxy=(388,548,535,619)
ad-code: D-77062 xyxy=(347,1218,379,1228)
ad-code: D-77743 xyxy=(510,1028,541,1038)
photo-caption: ଲିପ୍ସୁ ପରିବାରବର୍ଗ xyxy=(378,128,444,138)
ad-code: D-76660 xyxy=(185,1407,216,1417)
ad-text: White color Bolero+ (2nos.) 2010 for immediate sale, refinance available. Contact- 9658221766. xyxy=(10,653,196,696)
real-estate-ad xyxy=(8,1566,218,1627)
page-number-masthead: ৪ ଧରିତ୍ରୀ xyxy=(8,5,70,23)
portrait-photo xyxy=(762,1941,852,2061)
ad-text: Bhubaneswar Patia Bigbazaarରେ 3.5 ଡିସିମିଲ plot psqft. 200/- ଏବଂ 250/- ରେଟରେ ବିକ୍ରିହେବ ମିଳୁଛି । 9853500694, 9438313582. xyxy=(228,346,366,417)
ad-code: D-76890 xyxy=(701,1069,732,1079)
ad-code: D-58182 xyxy=(898,732,929,742)
ad-code: ଏ-୫୮୯୭୫ xyxy=(1086,1867,1118,1877)
ad-text: Keralian herbal full body massage. Ayurvedic treatment AC room. 7377740210. xyxy=(551,374,728,416)
ad-code: D-78302 xyxy=(183,1739,214,1749)
